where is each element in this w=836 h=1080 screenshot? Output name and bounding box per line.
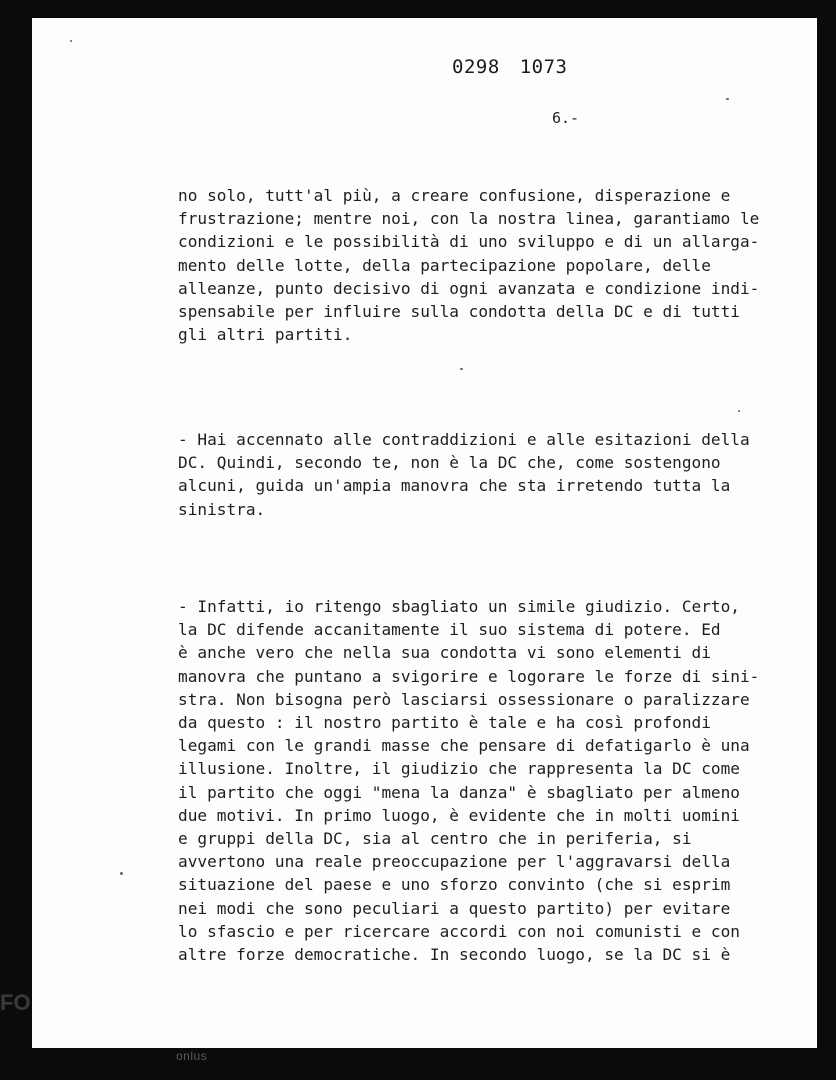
- text-line: altre forze democratiche. In secondo luogo, se la DC si è: [178, 945, 731, 965]
- paragraph-2: [178, 428, 778, 521]
- text-line: situazione del paese e uno sforzo convinto (che si esprim: [178, 875, 731, 895]
- paragraph-1: [178, 184, 778, 346]
- text-line: è anche vero che nella sua condotta vi sono elementi di: [178, 643, 711, 663]
- text-line: stra. Non bisogna però lasciarsi ossessionare o paralizzare: [178, 689, 750, 709]
- text-line: condizioni e le possibilità di uno sviluppo e di un allarga-: [178, 232, 760, 252]
- text-line: spensabile per influire sulla condotta della DC e di tutti: [178, 302, 740, 322]
- text-line: lo sfascio e per ricercare accordi con noi comunisti e con: [178, 921, 740, 941]
- scan-speck: [738, 410, 740, 412]
- text-line: DC. Quindi, secondo te, non è la DC che, come sostengono: [178, 453, 721, 473]
- text-line: sinistra.: [178, 499, 266, 519]
- text-line: legami con le grandi masse che pensare di defatigarlo è una: [178, 736, 750, 756]
- document-page: [32, 18, 817, 1048]
- watermark-text: onlus: [176, 1049, 208, 1063]
- text-line: due motivi. In primo luogo, è evidente che in molti uomini: [178, 805, 740, 825]
- text-line: frustrazione; mentre noi, con la nostra linea, garantiamo le: [178, 209, 760, 229]
- text-line: mento delle lotte, della partecipazione popolare, delle: [178, 255, 711, 275]
- scan-speck: [460, 368, 463, 370]
- text-line: da questo : il nostro partito è tale e ha così profondi: [178, 713, 711, 733]
- text-line: avvertono una reale preoccupazione per l'aggravarsi della: [178, 852, 731, 872]
- text-line: gli altri partiti.: [178, 325, 353, 345]
- text-line: manovra che puntano a svigorire e logorare le forze di sini-: [178, 666, 760, 686]
- archive-code: 0298 1073: [452, 56, 568, 78]
- scan-speck: [70, 40, 72, 42]
- text-line: illusione. Inoltre, il giudizio che rappresenta la DC come: [178, 759, 740, 779]
- text-line: e gruppi della DC, sia al centro che in periferia, si: [178, 829, 692, 849]
- text-line: - Hai accennato alle contraddizioni e alle esitazioni della: [178, 430, 750, 449]
- text-line: la DC difende accanitamente il suo sistema di potere. Ed: [178, 620, 721, 640]
- page-number: 6.-: [552, 109, 580, 127]
- scan-speck: [120, 872, 123, 875]
- paragraph-3: [178, 595, 778, 966]
- scan-speck: [726, 98, 729, 100]
- text-line: - Infatti, io ritengo sbagliato un simile giudizio. Certo,: [178, 597, 740, 616]
- text-line: alleanze, punto decisivo di ogni avanzata e condizione indi-: [178, 278, 760, 298]
- text-line: nei modi che sono peculiari a questo partito) per evitare: [178, 898, 731, 918]
- text-line: il partito che oggi "mena la danza" è sbagliato per almeno: [178, 782, 740, 802]
- text-line: alcuni, guida un'ampia manovra che sta irretendo tutta la: [178, 476, 731, 496]
- watermark-logo: FO: [0, 990, 31, 1015]
- text-line: no solo, tutt'al più, a creare confusione, disperazione e: [178, 186, 731, 205]
